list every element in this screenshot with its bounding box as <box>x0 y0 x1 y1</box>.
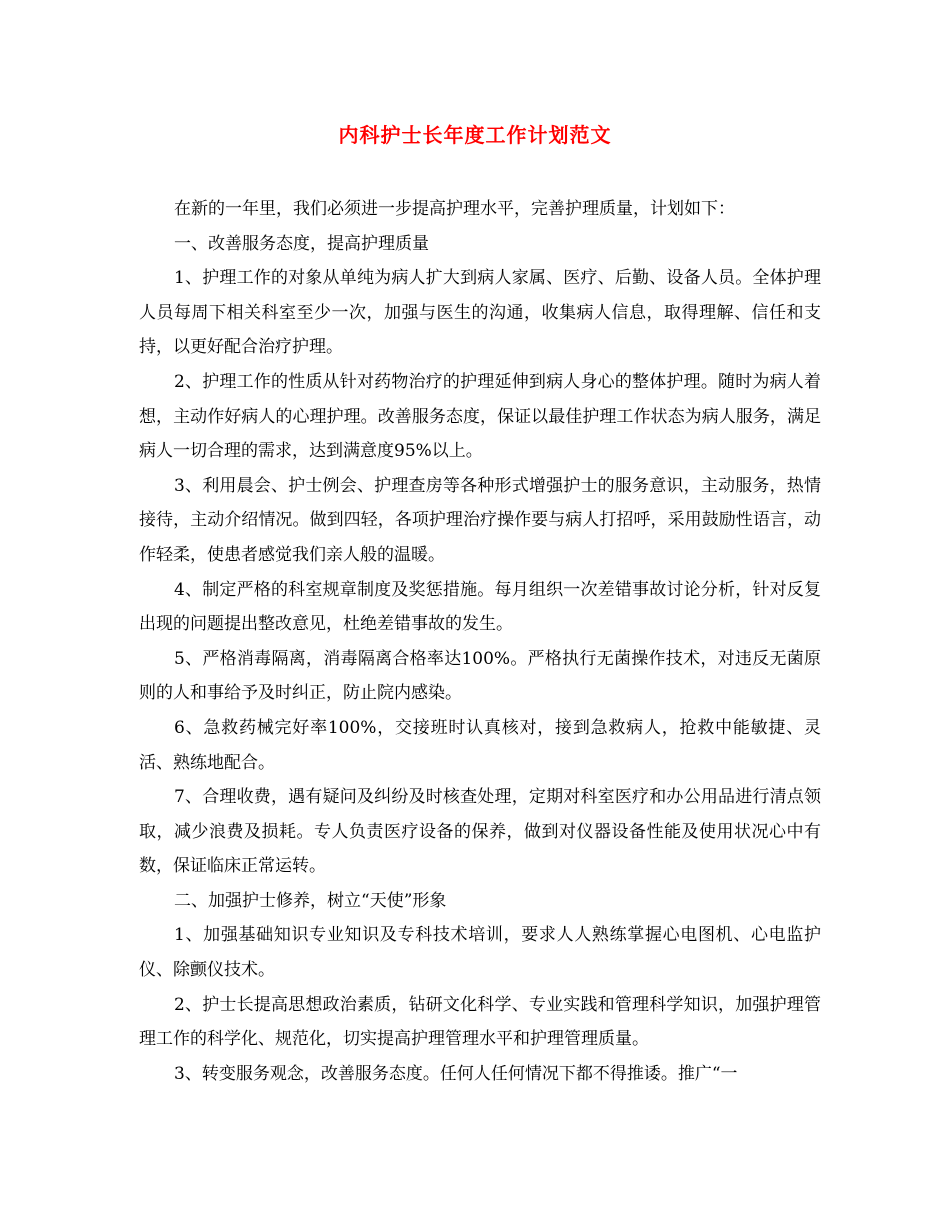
section-heading-2: 二、加强护士修养，树立“天使”形象 <box>174 890 447 911</box>
paragraph-1-5: 5、严格消毒隔离，消毒隔离合格率达100%。严格执行无菌操作技术，对违反无菌原则的人和事给予及时纠正，防止院内感染。 <box>139 648 821 704</box>
paragraph-2-2: 2、护士长提高思想政治素质，钻研文化科学、专业实践和管理科学知识，加强护理管理工作的科学化、规范化，切实提高护理管理水平和护理管理质量。 <box>139 994 821 1050</box>
paragraph-2-1: 1、加强基础知识专业知识及专科技术培训，要求人人熟练掌握心电图机、心电监护仪、除颤仪技术。 <box>139 925 821 981</box>
paragraph-1-2: 2、护理工作的性质从针对药物治疗的护理延伸到病人身心的整体护理。随时为病人着想，主动作好病人的心理护理。改善服务态度，保证以最佳护理工作状态为病人服务，满足病人一切合理的需求，达到满意度95%以上。 <box>139 371 821 462</box>
paragraph-1-7: 7、合理收费，遇有疑问及纠纷及时核查处理，定期对科室医疗和办公用品进行清点领取，减少浪费及损耗。专人负责医疗设备的保养，做到对仪器设备性能及使用状况心中有数，保证临床正常运转。 <box>139 787 821 877</box>
intro-paragraph: 在新的一年里，我们必须进一步提高护理水平，完善护理质量，计划如下： <box>174 199 735 219</box>
paragraph-2-3: 3、转变服务观念，改善服务态度。任何人任何情况下都不得推诿。推广“一 <box>174 1063 738 1084</box>
document-title: 内科护士长年度工作计划范文 <box>338 123 612 147</box>
paragraph-1-3: 3、利用晨会、护士例会、护理查房等各种形式增强护士的服务意识，主动服务，热情接待，主动介绍情况。做到四轻，各项护理治疗操作要与病人打招呼，采用鼓励性语言，动作轻柔，使患者感觉我们亲人般的温暖。 <box>139 475 821 565</box>
section-heading-1: 一、改善服务态度，提高护理质量 <box>174 233 429 254</box>
document-body <box>139 192 821 1091</box>
paragraph-1-1: 1、护理工作的对象从单纯为病人扩大到病人家属、医疗、后勤、设备人员。全体护理人员每周下相关科室至少一次，加强与医生的沟通，收集病人信息，取得理解、信任和支持，以更好配合治疗护理。 <box>139 268 821 358</box>
paragraph-1-4: 4、制定严格的科室规章制度及奖惩措施。每月组织一次差错事故讨论分析，针对反复出现的问题提出整改意见，杜绝差错事故的发生。 <box>139 579 821 635</box>
paragraph-1-6: 6、急救药械完好率100%，交接班时认真核对，接到急救病人，抢救中能敏捷、灵活、熟练地配合。 <box>139 717 821 773</box>
